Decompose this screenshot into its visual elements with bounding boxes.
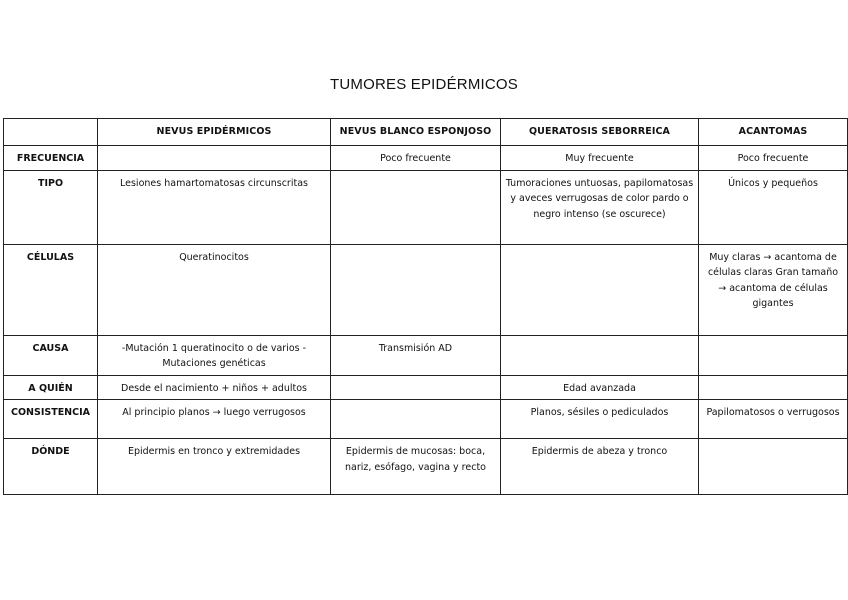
table-cell: Lesiones hamartomatosas circunscritas: [98, 170, 331, 244]
header-queratosis-seborreica: QUERATOSIS SEBORREICA: [501, 119, 699, 146]
table-row-consistencia: [4, 400, 848, 439]
tumores-table: [3, 118, 848, 495]
table-cell: Edad avanzada: [501, 375, 699, 400]
table-row-tipo: [4, 170, 848, 244]
table-row-causa: [4, 335, 848, 375]
table-row-celulas: [4, 244, 848, 335]
header-corner-cell: [4, 119, 98, 146]
table-cell: Muy claras → acantoma de células claras Gran tamaño → acantoma de células gigantes: [699, 244, 848, 335]
table-cell: [699, 375, 848, 400]
row-label-celulas: CÉLULAS: [4, 244, 98, 335]
table-cell: Epidermis de mucosas: boca, nariz, esófago, vagina y recto: [331, 439, 501, 495]
row-label-tipo: TIPO: [4, 170, 98, 244]
header-acantomas: ACANTOMAS: [699, 119, 848, 146]
header-nevus-epidermicos: NEVUS EPIDÉRMICOS: [98, 119, 331, 146]
table-cell: [501, 335, 699, 375]
table-cell: Papilomatosos o verrugosos: [699, 400, 848, 439]
document-title: TUMORES EPIDÉRMICOS: [330, 76, 518, 93]
table-cell: Muy frecuente: [501, 146, 699, 171]
table-cell: -Mutación 1 queratinocito o de varios -Mutaciones genéticas: [98, 335, 331, 375]
table-header-row: [4, 119, 848, 146]
table-cell: [699, 335, 848, 375]
table-cell: Epidermis de abeza y tronco: [501, 439, 699, 495]
row-label-a-quien: A QUIÉN: [4, 375, 98, 400]
table-cell: [501, 244, 699, 335]
table-row-a-quien: [4, 375, 848, 400]
table-cell: [331, 244, 501, 335]
row-label-frecuencia: FRECUENCIA: [4, 146, 98, 171]
table-cell: Poco frecuente: [331, 146, 501, 171]
row-label-donde: DÓNDE: [4, 439, 98, 495]
table-cell: [331, 170, 501, 244]
row-label-causa: CAUSA: [4, 335, 98, 375]
table-cell: [699, 439, 848, 495]
table-cell: Poco frecuente: [699, 146, 848, 171]
table-cell: Queratinocitos: [98, 244, 331, 335]
row-label-consistencia: CONSISTENCIA: [4, 400, 98, 439]
table-cell: Tumoraciones untuosas, papilomatosas y aveces verrugosas de color pardo o negro intenso (se oscurece): [501, 170, 699, 244]
table-row-frecuencia: [4, 146, 848, 171]
table-cell: [331, 400, 501, 439]
table-cell: Al principio planos → luego verrugosos: [98, 400, 331, 439]
header-nevus-blanco-esponjoso: NEVUS BLANCO ESPONJOSO: [331, 119, 501, 146]
table-cell: Transmisión AD: [331, 335, 501, 375]
table-cell: [98, 146, 331, 171]
table-cell: Epidermis en tronco y extremidades: [98, 439, 331, 495]
table-cell: [331, 375, 501, 400]
table-row-donde: [4, 439, 848, 495]
table-cell: Únicos y pequeños: [699, 170, 848, 244]
table-cell: Planos, sésiles o pediculados: [501, 400, 699, 439]
table-cell: Desde el nacimiento + niños + adultos: [98, 375, 331, 400]
